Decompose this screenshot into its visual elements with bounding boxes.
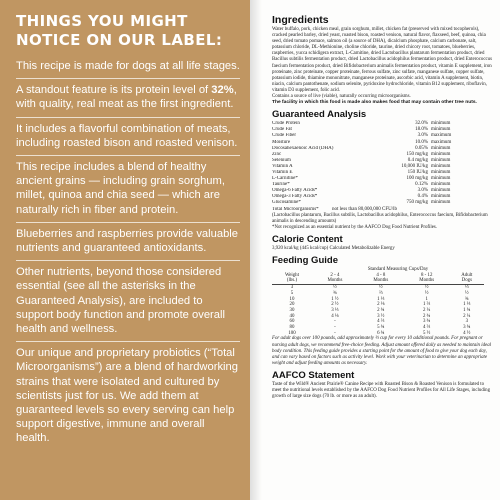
claim-item	[16, 222, 240, 255]
ga-nutrient: Omega-6 Fatty Acids*	[272, 188, 318, 194]
feeding-cell: 80	[289, 325, 295, 331]
feeding-cell: ½	[424, 285, 429, 291]
ga-unit: minimum	[431, 121, 451, 127]
feeding-header-cell: Months	[358, 278, 404, 284]
ga-nutrient: Zinc	[272, 151, 282, 157]
claim-item	[16, 260, 240, 336]
claim-item	[16, 55, 240, 73]
claim-text: This recipe is made for dogs at all life stages.	[16, 60, 240, 72]
feeding-cell: 3 ¾	[463, 325, 471, 331]
ga-unit: minimum	[431, 151, 451, 157]
ga-unit: minimum	[431, 169, 451, 175]
aafco-heading: AAFCO Statement	[272, 369, 355, 381]
claim-item	[16, 78, 240, 111]
ga-value: 0.05%	[415, 145, 428, 151]
feeding-cell: 4 ⅛	[331, 313, 339, 319]
claim-text-tail: , with quality, real meat as the first ingredient.	[16, 84, 237, 111]
ga-nutrient: Docosahexaenoic Acid (DHA)	[272, 145, 334, 151]
feeding-header-cell: Adult	[461, 272, 473, 278]
feeding-cell: 1 ⅓	[463, 302, 471, 308]
ga-unit: minimum	[431, 182, 451, 188]
ga-value: 100 mg/kg	[406, 176, 428, 182]
page-fold-shadow	[250, 0, 262, 500]
ga-nutrient: Crude Fiber	[272, 133, 297, 139]
guaranteed-analysis-table	[272, 121, 494, 212]
ga-nutrient: Selenium	[272, 157, 291, 163]
ga-nutrient: Glucosamine*	[272, 200, 301, 206]
feeding-cell: 2 ¾	[377, 307, 385, 313]
ga-unit: minimum	[431, 194, 451, 200]
feeding-cell: 40	[289, 313, 295, 319]
ga-nutrient: Moisture	[272, 139, 291, 145]
ga-value: 150 mg/kg	[406, 151, 428, 157]
ga-value: 750 mg/kg	[406, 200, 428, 206]
ga-value: 0.4 mg/kg	[407, 157, 428, 163]
feeding-cell: 100	[288, 330, 296, 336]
claims-title	[16, 12, 240, 50]
feeding-cell: 2 ¼	[423, 307, 431, 313]
feeding-cell: 1 ⅔	[423, 302, 431, 308]
ingredients-text: Water buffalo, pork, chicken meal, grain sorghum, millet, chicken fat (preserved with mixed tocopherols), cracked pearled barley, dried yeast, roasted bison, roasted venison, natural flavor, flaxseed, beef, quinoa, chia seed, dried tomato pomace, salmon oil (a source of DHA), dicalcium phosphate, calcium carbonate, salt, potassium chloride, DL-Methionine, choline chloride, taurine, dried chicory root, tomatoes, blueberries, raspberries, yucca schidigera extract, L-Carnitine, dried Lactobacillus plantarum fermentation product, dried Bacillus subtilis fermentation product, dried Lactobacillus acidophilus fermentation product, dried Enterococcus faecium fermentation product, dried Bifidobacterium animalis fermentation product, vitamin E supplement, iron proteinate, zinc proteinate, copper proteinate, ferrous sulfate, zinc sulfate, manganese sulfate, copper sulfate, potassium iodide, thiamine mononitrate, manganese proteinate, ascorbic acid, vitamin A supplement, biotin, niacin, calcium pantothenate, sodium selenite, pyridoxine hydrochloride, vitamin B12 supplement, riboflavin, vitamin D3 supplement, folic acid.	[272, 27, 493, 93]
feeding-cell: ⅓	[464, 285, 469, 291]
ingredients-heading: Ingredients	[272, 14, 329, 26]
feeding-cell: 1	[425, 296, 428, 302]
ga-value: 0.4%	[417, 194, 428, 200]
ga-value: 3.0%	[417, 188, 428, 194]
feeding-cell: 3	[290, 285, 294, 291]
feeding-header-cell: 2 - 4	[330, 272, 340, 278]
ga-nutrient: Crude Fat	[272, 127, 292, 133]
feeding-cell: 3 ⅓	[331, 307, 339, 313]
feeding-header-cell: Months	[404, 278, 450, 284]
ga-unit: minimum	[431, 200, 451, 206]
feeding-header-cell: (lbs.)	[272, 278, 312, 284]
ga-value: not less than 80,000,000 CFU/lb	[332, 206, 398, 212]
claim-item	[16, 117, 240, 150]
claim-item	[16, 341, 240, 445]
feeding-header-cell: Dogs	[450, 278, 484, 284]
feeding-cell: 20	[289, 302, 295, 308]
claim-text: Other nutrients, beyond those considered essential (see all the asterisks in the Guaranteed Analysis), are included to support body function and promote overall health and wellness.	[16, 266, 225, 336]
feeding-cell: -	[334, 330, 336, 336]
feeding-cell: 1 ¾	[463, 307, 471, 313]
ga-value: 32.0%	[415, 121, 428, 127]
claim-highlight: 32%	[211, 84, 234, 97]
feeding-cell: ½	[464, 290, 469, 296]
claim-text: It includes a flavorful combination of meats, including roasted bison and roasted venison.	[16, 122, 238, 149]
ga-nutrient: L-Carnitine*	[272, 176, 298, 182]
ga-unit: maximum	[431, 139, 452, 145]
feeding-cell: 30	[289, 307, 295, 313]
ga-value: 10,000 IU/kg	[401, 163, 428, 169]
claim-text: Blueberries and raspberries provide valuable nutrients and guaranteed antioxidants.	[16, 227, 239, 255]
ga-unit: maximum	[431, 133, 452, 139]
feeding-cell: 2 ¼	[463, 313, 471, 319]
feeding-header-cell: 8 - 12	[420, 272, 433, 278]
label-panel	[250, 0, 500, 500]
microorganisms-note: Contains a source of live (viable), naturally occurring microorganisms.	[272, 94, 411, 100]
ga-unit: minimum	[431, 188, 451, 194]
feeding-cell: 3 ¾	[423, 319, 431, 325]
ga-value: 150 IU/kg	[407, 169, 428, 175]
ga-value: 3.0%	[417, 133, 428, 139]
ga-nutrient: Vitamin A	[272, 163, 293, 169]
ga-unit: minimum	[431, 127, 451, 133]
facility-note: The facility in which this food is made also makes food that may contain other tree nuts.	[272, 100, 477, 106]
feeding-cell: 2 ¾	[423, 313, 431, 319]
ga-value: 18.0%	[415, 127, 428, 133]
feeding-cell: 3	[465, 319, 469, 325]
ga-unit: minimum	[431, 176, 451, 182]
feeding-cell: 2 ⅛	[377, 302, 385, 308]
ga-nutrient: Omega-3 Fatty Acids*	[272, 194, 318, 200]
feeding-cell: 6 ¾	[377, 330, 385, 336]
aafco-text: Taste of the Wild® Ancient Prairie® Canine Recipe with Roasted Bison & Roasted Venison is formulated to meet the nutritional levels established by the AAFCO Dog Food Nutrient Profiles for All Life Stages, including growth of large size dogs (70 lb. or more as an adult).	[272, 381, 491, 400]
feeding-cell: 5 ¾	[377, 325, 385, 331]
feeding-cell: ⅔	[378, 290, 383, 296]
ga-nutrient: Total Microorganisms*	[272, 206, 319, 212]
feeding-cell: 1 ⅓	[377, 296, 385, 302]
feeding-cell: 5 ½	[423, 330, 431, 336]
claim-item	[16, 155, 240, 217]
feeding-cell: ½	[378, 285, 383, 291]
ga-unit: minimum	[431, 145, 451, 151]
claims-title-line-1: THINGS YOU MIGHT	[16, 12, 188, 30]
feeding-cell: ½	[424, 290, 429, 296]
feeding-note: For adult dogs over 100 pounds, add approximately ⅓ cup for every 10 additional pounds. For pregnant or nursing adult dogs, we recommend free-choice feeding. Adjust amount offered daily as needed to maintain ideal body condition. This feeding guide provides a starting point for the amount of food to give your dog each day, and can vary based on factors such as activity level. Work with your veterinarian to determine an appropriate weight and adjust feeding amounts as necessary.	[272, 336, 491, 366]
ga-value: 0.12%	[415, 182, 428, 188]
calorie-content-text: 3,920 kcal/kg (445 kcal/cup) Calculated Metabolizable Energy	[272, 245, 395, 251]
feeding-cell: -	[334, 319, 336, 325]
ga-value: 10.0%	[415, 139, 428, 145]
feeding-cell: 60	[289, 319, 295, 325]
feeding-cell: 4 ⅔	[377, 319, 385, 325]
feeding-cell: 10	[289, 296, 295, 302]
ga-footnote-strains: (Lactobacillus plantarum, Bacillus subtilis, Lactobacillus acidophilus, Enterococcus faecium, Bifidobacterium animalis in descending amounts)	[272, 212, 488, 224]
ga-unit: minimum	[431, 157, 451, 163]
ga-footnote-asterisk: *Not recognized as an essential nutrient by the AAFCO Dog Food Nutrient Profiles.	[272, 224, 438, 230]
feeding-cell: ½	[333, 285, 337, 291]
feeding-cell: ¾	[333, 290, 337, 296]
guaranteed-analysis-heading: Guaranteed Analysis	[272, 109, 367, 121]
calorie-content-heading: Calorie Content	[272, 233, 343, 245]
feeding-header-cell: Months	[312, 278, 358, 284]
feeding-header-cell: Weight	[284, 272, 299, 278]
ga-unit: minimum	[431, 163, 451, 169]
feeding-guide-table	[272, 267, 484, 336]
feeding-cell: 4 ½	[463, 330, 471, 336]
feeding-cell: 4 ⅔	[423, 325, 431, 331]
feeding-cell: 5	[290, 290, 294, 296]
claims-title-line-2: NOTICE ON OUR LABEL:	[16, 31, 223, 49]
ga-nutrient: Vitamin E	[272, 169, 293, 175]
ga-nutrient: Crude Protein	[272, 121, 300, 127]
feeding-subheading: Standard Measuring Cups/Day	[367, 267, 429, 272]
feeding-cell: 2 ½	[331, 302, 339, 308]
feeding-cell: 3 ½	[377, 313, 385, 319]
claim-text: Our unique and proprietary probiotics (“Total Microorganisms”) are a blend of hardworking strains that were isolated and cultured by scientists just for us. We add them at guaranteed levels so every serving can help support digestive, immune and overall health.	[16, 347, 238, 445]
feeding-cell: ¾	[464, 296, 469, 302]
feeding-cell: -	[334, 325, 336, 331]
claim-text: This recipe includes a blend of healthy ancient grains — including grain sorghum, millet, quinoa and chia seed — which are naturally rich in fiber and protein.	[16, 161, 225, 216]
claims-list	[16, 55, 240, 446]
ga-nutrient: Taurine*	[272, 182, 290, 188]
feeding-cell: 1 ½	[331, 296, 339, 302]
feeding-header-cell: 4 - 8	[376, 272, 386, 278]
claim-text: A standout feature is its protein level of	[16, 84, 212, 97]
feeding-guide-heading: Feeding Guide	[272, 255, 338, 266]
